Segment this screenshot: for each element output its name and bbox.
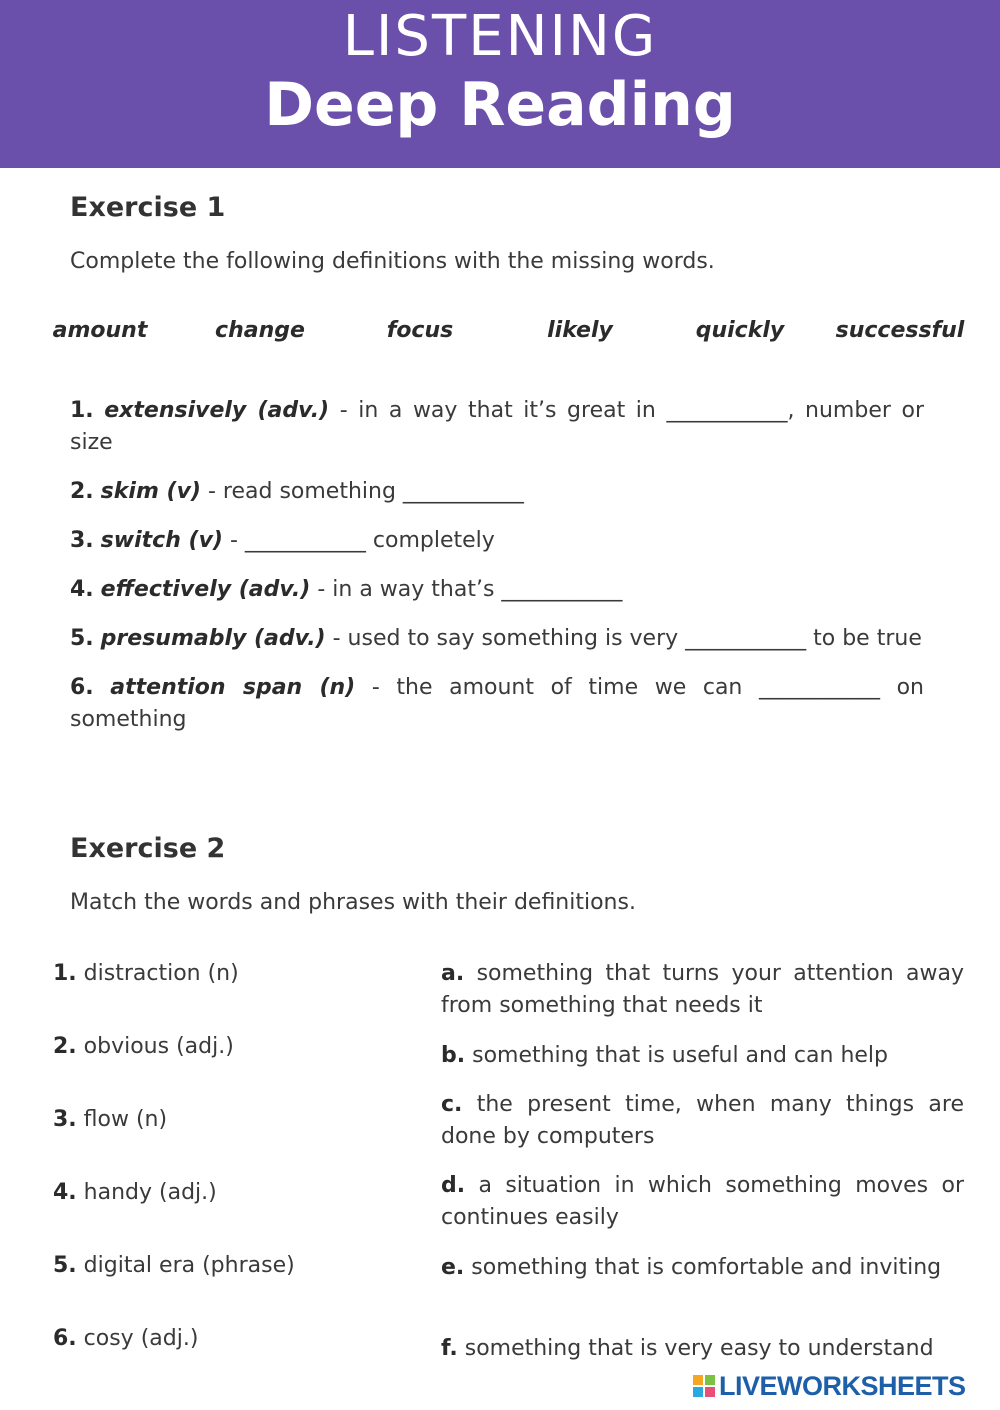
word-bank-item: focus: [386, 318, 454, 343]
match-definition[interactable]: [441, 1333, 964, 1365]
word-bank-item: amount: [52, 318, 148, 343]
match-definition[interactable]: [441, 1170, 964, 1234]
word-text: flow (n): [76, 1107, 168, 1132]
logo-text: LIVEWORKSHEETS: [719, 1370, 966, 1401]
match-word[interactable]: [53, 1104, 167, 1136]
definition-text: something that turns your attention away from something that needs it: [441, 961, 964, 1018]
word-bank-item: successful: [835, 318, 965, 343]
item-number: 2.: [70, 479, 94, 504]
definition-text: something that is useful and can help: [465, 1043, 888, 1068]
match-word[interactable]: [53, 1323, 198, 1355]
item-text: - read something: [200, 479, 403, 504]
word-number: 4.: [53, 1180, 77, 1205]
item-text: completely: [365, 528, 495, 553]
definition-letter: a.: [441, 961, 465, 986]
item-number: 6.: [70, 675, 94, 700]
item-text: - used to say something is very: [325, 626, 686, 651]
exercise-2-heading: Exercise 2: [70, 833, 226, 864]
word-bank-item: change: [215, 318, 305, 343]
answer-blank[interactable]: ___________: [244, 528, 366, 553]
item-term: attention span (n): [110, 675, 356, 700]
page-title: Deep Reading: [264, 70, 736, 140]
match-word[interactable]: [53, 1250, 295, 1282]
definition-text: something that is comfortable and inviting: [464, 1255, 942, 1280]
definition-letter: e.: [441, 1255, 465, 1280]
item-term: extensively (adv.): [104, 398, 330, 423]
match-word[interactable]: [53, 1177, 217, 1209]
item-number: 3.: [70, 528, 94, 553]
item-term: skim (v): [100, 479, 201, 504]
item-text: , number or size: [70, 398, 924, 455]
definition-text: something that is very easy to understand: [457, 1336, 934, 1361]
item-term: switch (v): [100, 528, 223, 553]
exercise-1-heading: Exercise 1: [70, 192, 226, 223]
definition-item: [70, 476, 924, 508]
definition-letter: c.: [441, 1092, 463, 1117]
answer-blank[interactable]: ___________: [758, 675, 880, 700]
item-number: 4.: [70, 577, 94, 602]
word-number: 1.: [53, 961, 77, 986]
definition-letter: b.: [441, 1043, 466, 1068]
match-definition[interactable]: [441, 1040, 964, 1072]
item-text: - the amount of time we can: [355, 675, 759, 700]
word-bank-item: likely: [547, 318, 613, 343]
definition-item: [70, 574, 924, 606]
definition-letter: f.: [441, 1336, 458, 1361]
match-word[interactable]: [53, 1031, 234, 1063]
exercise-2-instruction: Match the words and phrases with their definitions.: [70, 890, 636, 915]
answer-blank[interactable]: ___________: [685, 626, 807, 651]
match-definition[interactable]: [441, 1252, 964, 1284]
item-number: 1.: [70, 398, 94, 423]
word-text: digital era (phrase): [76, 1253, 295, 1278]
item-text: on something: [70, 675, 924, 732]
definition-item: [70, 623, 924, 655]
definition-letter: d.: [441, 1173, 466, 1198]
item-term: presumably (adv.): [100, 626, 326, 651]
item-text: to be true: [806, 626, 922, 651]
definition-list: [70, 395, 924, 753]
definition-item: [70, 672, 924, 736]
answer-blank[interactable]: ___________: [666, 398, 788, 423]
word-text: cosy (adj.): [76, 1326, 199, 1351]
definition-item: [70, 395, 924, 459]
definition-item: [70, 525, 924, 557]
match-definition[interactable]: [441, 1089, 964, 1153]
definition-text: a situation in which something moves or continues easily: [441, 1173, 964, 1230]
section-label: LISTENING: [342, 4, 658, 69]
logo-mark-icon: [693, 1375, 715, 1397]
title-banner: [0, 0, 1000, 168]
word-bank: [20, 318, 980, 348]
word-number: 6.: [53, 1326, 77, 1351]
liveworksheets-logo[interactable]: [693, 1370, 966, 1402]
word-text: handy (adj.): [76, 1180, 217, 1205]
answer-blank[interactable]: ___________: [501, 577, 623, 602]
item-term: effectively (adv.): [100, 577, 311, 602]
item-text: -: [222, 528, 245, 553]
word-text: obvious (adj.): [76, 1034, 234, 1059]
word-number: 5.: [53, 1253, 77, 1278]
answer-blank[interactable]: ___________: [402, 479, 524, 504]
word-number: 2.: [53, 1034, 77, 1059]
item-text: - in a way that it’s great in: [329, 398, 667, 423]
word-number: 3.: [53, 1107, 77, 1132]
word-bank-item: quickly: [695, 318, 785, 343]
match-definition[interactable]: [441, 958, 964, 1022]
item-text: - in a way that’s: [310, 577, 502, 602]
match-word[interactable]: [53, 958, 239, 990]
item-number: 5.: [70, 626, 94, 651]
exercise-1-instruction: Complete the following definitions with the missing words.: [70, 249, 715, 274]
definition-text: the present time, when many things are done by computers: [441, 1092, 964, 1149]
word-text: distraction (n): [76, 961, 239, 986]
